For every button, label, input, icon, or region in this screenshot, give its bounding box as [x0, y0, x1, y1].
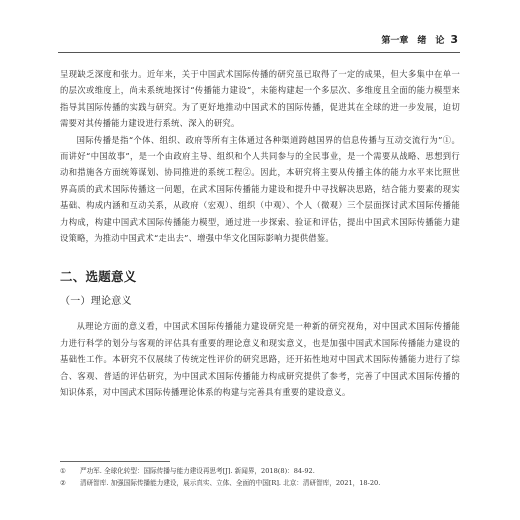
paragraph-1: 呈现缺乏深度和张力。近年来，关于中国武术国际传播的研究虽已取得了一定的成果，但大多集中在单一的层次或维度上，尚未系统地探讨“传播能力建设”，未能构建起一个多层次、多维度且全面的能力模型来指导其国际传播的实践与研究。为了更好地推动中国武术的国际传播，促进其在全球的进一步发展，迫切需要对其传播能力建设进行系统、深入的研究。	[60, 69, 460, 129]
body-text	[60, 66, 460, 401]
footnote-marker: ①	[60, 467, 66, 475]
chapter-title: 第一章 绪 论	[381, 36, 445, 46]
footnote-rule	[60, 461, 170, 462]
section-heading: 二、选题意义	[60, 269, 137, 285]
subsection-heading: （一）理论意义	[60, 296, 132, 308]
footnote-text: 严功军. 全球化转型：国际传播与能力建设再思考[J]. 新闻界，2018(8)：84-92.	[80, 467, 315, 475]
footnote-1	[60, 466, 460, 477]
footnote-marker: ②	[60, 478, 66, 487]
footnotes	[60, 466, 460, 489]
paragraph-2: 国际传播是指“个体、组织、政府等所有主体通过各种渠道跨越国界的信息传播与互动交流行为”①。而讲好“中国故事”，是一个由政府主导、组织和个人共同参与的全民事业，是一个需要从战略、思想到行动和措施各方面统筹谋划、协同推进的系统工程②。因此，本研究将主要从传播主体的能力水平来比照世界高质的武术国际传播这一问题，在武术国际传播能力建设和提升中寻找解决思路，结合能力要素的现实基础、构成内涵和互动关系，从政府（宏观）、组织（中观）、个人（微观）三个层面探讨武术国际传播能力构成，构建中国武术国际传播能力模型，通过进一步探索、验证和评估，提出中国武术国际传播能力建设策略，为推动中国武术“走出去”、增强中华文化国际影响力提供借鉴。	[60, 134, 460, 244]
header-rule	[58, 52, 460, 53]
footnote-2	[60, 478, 460, 489]
running-header	[340, 33, 458, 46]
page-number: 3	[450, 33, 458, 46]
paragraph-3: 从理论方面的意义看，中国武术国际传播能力建设研究是一种新的研究视角，对中国武术国际传播能力进行科学的划分与客观的评估具有重要的理论意义和现实意义，也是加强中国武术国际传播能力建设的基础性工作。本研究不仅展续了传统定性评价的研究思路，还开拓性地对中国武术国际传播能力进行了综合、客观、普适的评估研究，为中国武术国际传播能力构成研究提供了参考，完善了中国武术国际传播的知识体系，对中国武术国际传播理论体系的构建与完善具有重要的建设意义。	[60, 321, 460, 398]
footnote-text: 清研智库. 加强国际传播能力建设，展示真实、立体、全面的中国[R]. 北京：清研智库，2021，18-20.	[80, 478, 381, 487]
